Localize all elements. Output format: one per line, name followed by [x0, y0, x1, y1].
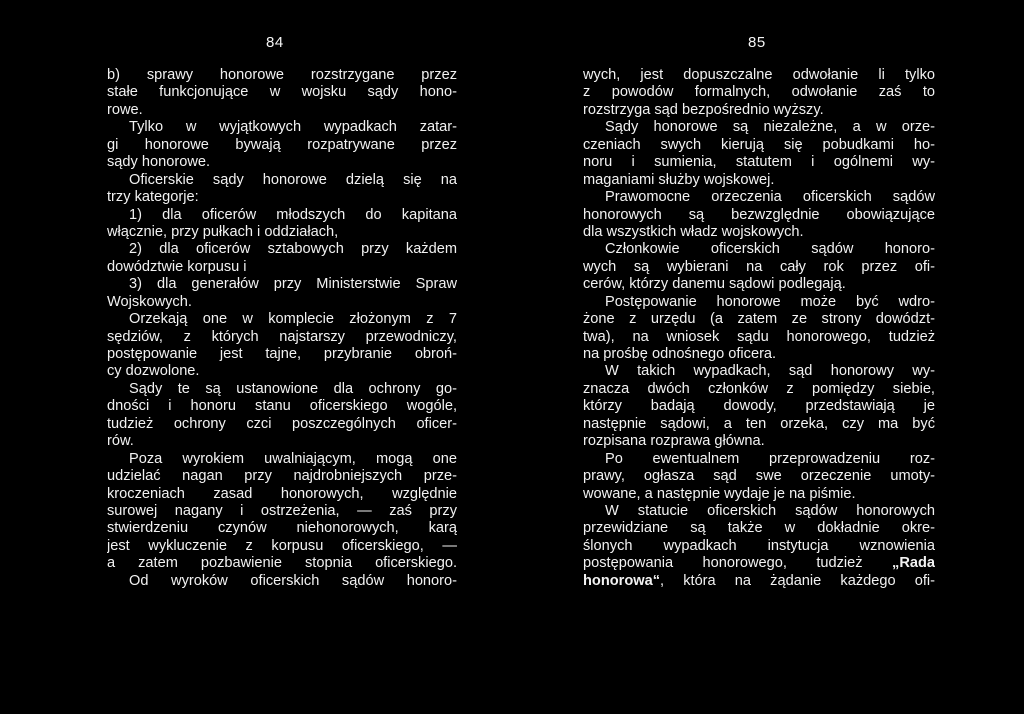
text-line: Orzekają one w komplecie złożonym z 7: [129, 311, 457, 328]
text-line: postępowania honorowego, tudzież „Rada: [583, 555, 935, 572]
text-line: z powodów formalnych, odwołanie zaś to: [583, 84, 935, 101]
text-line: udzielać nagan przy najdrobniejszych prze-: [107, 468, 457, 485]
text-line: W takich wypadkach, sąd honorowy wy-: [605, 363, 935, 380]
text-line: ślonych wypadkach instytucja wznowienia: [583, 537, 935, 554]
text-line: Sądy te są ustanowione dla ochrony go-: [129, 380, 457, 397]
text-line: rów.: [107, 433, 134, 450]
text-line: tudzież ochrony czci poszczególnych oficer-: [107, 415, 457, 432]
text-line: a zatem pozbawienie stopnia oficerskiego.: [107, 555, 457, 572]
text-line: stałe funkcjonujące w wojsku sądy hono-: [107, 84, 457, 101]
text-line: twa), na wniosek sądu honorowego, tudzież: [583, 328, 935, 345]
page-body-text: [583, 67, 935, 590]
text-line: honorowych są bezwzględnie obowiązujące: [583, 206, 935, 223]
text-line: dności i honoru stanu oficerskiego wogóle,: [107, 398, 457, 415]
right-page: [512, 0, 1024, 714]
text-line: b) sprawy honorowe rozstrzygane przez: [107, 67, 457, 83]
text-line: jest wykluczenie z korpusu oficerskiego, —: [107, 537, 457, 554]
text-line: stwierdzeniu czynów niehonorowych, karą: [107, 520, 457, 537]
text-line: Po ewentualnem przeprowadzeniu roz-: [605, 450, 935, 467]
text-line: Sądy honorowe są niezależne, a w orze-: [605, 119, 935, 136]
text-line: surowej nagany i ostrzeżenia, — zaś przy: [107, 502, 457, 519]
text-line: kroczeniach zasad honorowych, względnie: [107, 485, 457, 502]
text-line: Wojskowych.: [107, 293, 192, 310]
text-line: cerów, którzy danemu sądowi podlegają.: [583, 276, 846, 293]
text-line: honorowa“, która na żądanie każdego ofi-: [583, 572, 935, 589]
text-line: noru i sumienia, statutem i ogólnemi wy-: [583, 154, 935, 171]
text-line: 3) dla generałów przy Ministerstwie Spraw: [129, 276, 457, 293]
text-line: na prośbę odnośnego oficera.: [583, 346, 777, 362]
text-line: Tylko w wyjątkowych wypadkach zatar-: [129, 119, 457, 136]
text-line: przewidziane są także w dokładnie okre-: [583, 520, 935, 537]
text-line: maganiami służby wojskowej.: [583, 171, 775, 188]
text-line: którzy badają dowody, przedstawiają je: [583, 398, 935, 415]
text-line: Postępowanie honorowe może być wdro-: [605, 293, 935, 310]
text-line: następnie sądowi, a ten orzeka, czy ma być: [583, 415, 935, 432]
text-line: znacza dwóch członków z pomiędzy siebie,: [583, 380, 935, 397]
text-line: W statucie oficerskich sądów honorowych: [605, 502, 935, 519]
text-line: Oficerskie sądy honorowe dzielą się na: [129, 171, 457, 188]
page-number: 84: [266, 34, 284, 51]
text-line: rozpisana rozprawa główna.: [583, 433, 765, 450]
text-line: dowództwie korpusu i: [107, 258, 247, 275]
text-line: wych, jest dopuszczalne odwołanie li tylko: [583, 67, 935, 83]
text-line: Członkowie oficerskich sądów honoro-: [605, 241, 935, 258]
text-line: rozstrzyga sąd bezpośrednio wyższy.: [583, 101, 824, 118]
text-line: 1) dla oficerów młodszych do kapitana: [129, 206, 457, 223]
page-number: 85: [748, 34, 766, 51]
text-line: Poza wyrokiem uwalniającym, mogą one: [129, 450, 457, 467]
text-line: dla wszystkich władz wojskowych.: [583, 223, 804, 240]
page-body-text: [107, 67, 457, 590]
text-line: trzy kategorje:: [107, 189, 199, 206]
text-line: czeniach swych kierują się pobudkami ho-: [583, 136, 935, 153]
text-line: wowane, a następnie wydaje je na piśmie.: [583, 485, 856, 502]
text-line: żone z urzędu (a zatem ze strony dowództ-: [583, 311, 935, 328]
text-line: cy dozwolone.: [107, 363, 200, 380]
text-line: gi honorowe bywają rozpatrywane przez: [107, 136, 457, 153]
text-line: 2) dla oficerów sztabowych przy każdem: [129, 241, 457, 258]
text-line: wych są wybierani na cały rok przez ofi-: [583, 258, 935, 275]
text-line: sędziów, z których najstarszy przewodniczy,: [107, 328, 457, 345]
text-line: postępowanie jest tajne, przybranie obroń-: [107, 346, 457, 362]
text-line: Prawomocne orzeczenia oficerskich sądów: [605, 189, 935, 206]
text-line: Od wyroków oficerskich sądów honoro-: [129, 572, 457, 589]
text-line: sądy honorowe.: [107, 154, 211, 171]
text-line: włącznie, przy pułkach i oddziałach,: [107, 223, 339, 240]
text-line: rowe.: [107, 101, 143, 118]
text-line: prawy, ogłasza sąd swe orzeczenie umoty-: [583, 468, 935, 485]
